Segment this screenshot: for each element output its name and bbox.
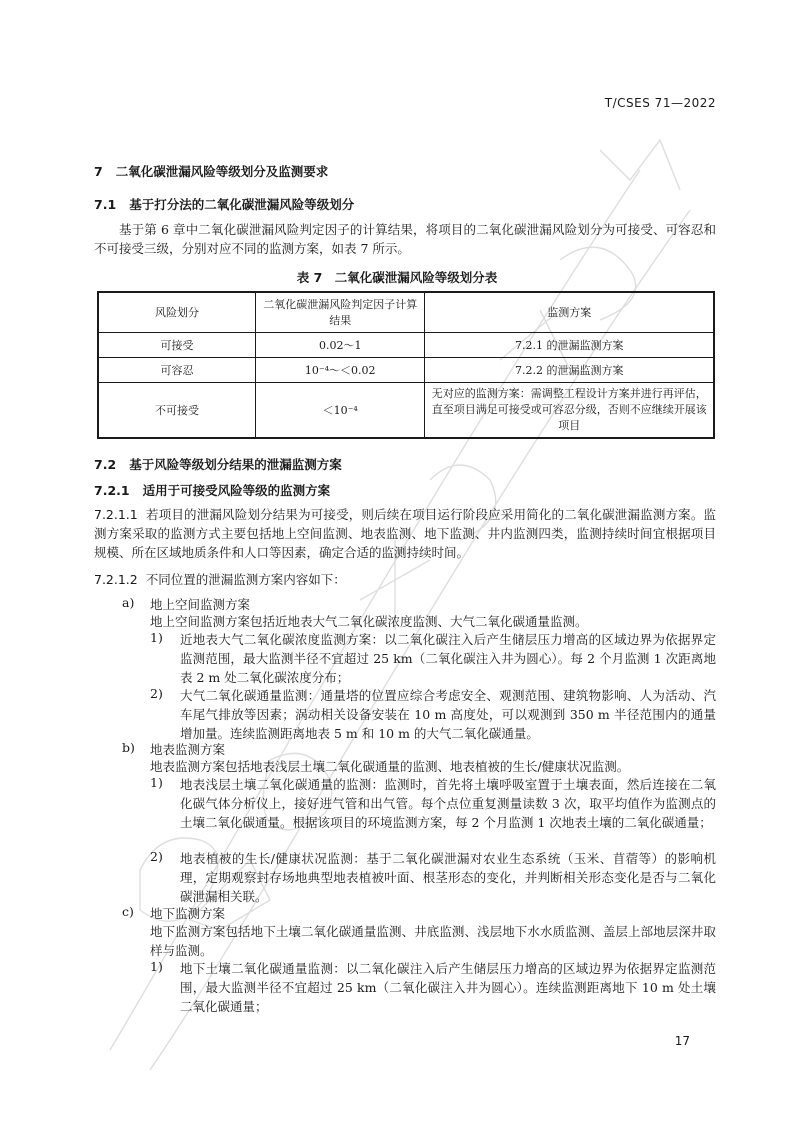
list-item-c-text: 地下监测方案包括地下土壤二氧化碳通量监测、井底监测、浅层地下水水质监测、盖层上部地层深井取样与监测。	[150, 924, 716, 958]
section-7-title: 二氧化碳泄漏风险等级划分及监测要求	[115, 164, 329, 179]
standard-code: T/CSES 71—2022	[604, 96, 716, 110]
list-item-b2-text: 地表植被的生长/健康状况监测：基于二氧化碳泄漏对农业生态系统（玉米、苜蓿等）的影响机理，定期观察封存场地典型地表植被叶面、根茎形态的变化，并判断相关形态变化是否与二氧化碳泄漏相关联。	[180, 851, 716, 904]
clause-7-2-1-1-text: 若项目的泄漏风险划分结果为可接受，则后续在项目运行阶段应采用简化的二氧化碳泄漏监测方案。监测方案采取的监测方式主要包括地上空间监测、地表监测、地下监测、井内监测四类，监测持续时间宜根据项目规模、所在区域地质条件和人口等因素，确定合适的监测持续时间。	[94, 507, 716, 560]
list-item-b-label: b)	[122, 740, 135, 755]
cell-risk-level: 不可接受	[98, 382, 255, 438]
clause-7-2-1-2-text: 不同位置的泄漏监测方案内容如下：	[145, 572, 346, 587]
cell-monitoring-plan: 7.2.2 的泄漏监测方案	[425, 357, 714, 382]
list-item-c1-text: 地下土壤二氧化碳通量监测：以二氧化碳注入后产生储层压力增高的区域边界为依据界定监测范围，最大监测半径不宜超过 25 km（二氧化碳注入井为圆心）。连续监测距离地下 10 m 处土壤二氧化碳通量；	[180, 961, 716, 1014]
section-7-heading	[94, 162, 328, 180]
list-item-c-title: 地下监测方案	[150, 906, 226, 921]
section-7-2-1-number: 7.2.1	[94, 483, 130, 498]
section-7-2-1-title: 适用于可接受风险等级的监测方案	[142, 483, 331, 498]
list-item-b-text: 地表监测方案包括地表浅层土壤二氧化碳通量的监测、地表植被的生长/健康状况监测。	[150, 759, 630, 774]
risk-level-table	[97, 291, 715, 439]
list-item-c1-label: 1)	[150, 959, 163, 974]
list-item-b2-label: 2)	[150, 849, 163, 864]
cell-monitoring-plan: 无对应的监测方案：需调整工程设计方案并进行再评估，直至项目满足可接受或可容忍分级，否则不应继续开展该项目	[425, 382, 714, 438]
page-number: 17	[674, 1034, 690, 1048]
table-row	[98, 382, 714, 438]
section-7-2-1-heading	[94, 481, 330, 499]
list-item-b-title: 地表监测方案	[150, 742, 226, 757]
cell-factor-result: 10⁻⁴～＜0.02	[255, 357, 424, 382]
cell-factor-result: 0.02～1	[255, 332, 424, 357]
table-header-row	[98, 292, 714, 332]
list-item-c-label: c)	[122, 904, 134, 919]
list-item-b1-text: 地表浅层土壤二氧化碳通量的监测：监测时，首先将土壤呼吸室置于土壤表面，然后连接在二氧化碳气体分析仪上，接好进气管和出气管。每个点位重复测量读数 3 次，取平均值作为监测点的土壤二氧化碳通量。根据该项目的环境监测方案，每 2 个月监测 1 次地表土壤的二氧化碳通量；	[180, 777, 716, 830]
header-risk-level: 风险划分	[98, 292, 255, 332]
list-item-b1-label: 1)	[150, 775, 163, 790]
clause-7-2-1-1-number: 7.2.1.1	[94, 507, 138, 522]
section-7-2-title: 基于风险等级划分结果的泄漏监测方案	[129, 457, 342, 472]
section-7-number: 7	[94, 164, 103, 179]
header-factor-result: 二氧化碳泄漏风险判定因子计算结果	[255, 292, 424, 332]
table-row	[98, 357, 714, 382]
section-7-1-title: 基于打分法的二氧化碳泄漏风险等级划分	[129, 197, 355, 212]
section-7-1-heading	[94, 195, 354, 213]
list-item-a2-label: 2)	[150, 686, 163, 701]
list-item-a1-label: 1)	[150, 630, 163, 645]
section-7-2-heading	[94, 455, 342, 473]
list-item-a2-text: 大气二氧化碳通量监测：通量塔的位置应综合考虑安全、观测范围、建筑物影响、人为活动、汽车尾气排放等因素；涡动相关设备安装在 10 m 高度处，可以观测到 350 m 半径范围内的通量增加量。连续监测距离地表 5 m 和 10 m 的大气二氧化碳通量。	[180, 688, 716, 741]
list-item-a-label: a)	[122, 595, 135, 610]
header-monitoring-plan: 监测方案	[425, 292, 714, 332]
clause-7-2-1-2	[94, 570, 716, 589]
section-7-1-paragraph: 基于第 6 章中二氧化碳泄漏风险判定因子的计算结果，将项目的二氧化碳泄漏风险划分为可接受、可容忍和不可接受三级，分别对应不同的监测方案，如表 7 所示。	[94, 222, 716, 256]
clause-7-2-1-2-number: 7.2.1.2	[94, 572, 138, 587]
list-item-a1-text: 近地表大气二氧化碳浓度监测方案：以二氧化碳注入后产生储层压力增高的区域边界为依据界定监测范围，最大监测半径不宜超过 25 km（二氧化碳注入井为圆心）。每 2 个月监测 1 次距离地表 2 m 处二氧化碳浓度分布；	[180, 632, 716, 685]
cell-factor-result: ＜10⁻⁴	[255, 382, 424, 438]
table-row	[98, 332, 714, 357]
clause-7-2-1-1	[94, 505, 716, 562]
list-item-a-title: 地上空间监测方案	[150, 597, 251, 612]
cell-risk-level: 可接受	[98, 332, 255, 357]
section-7-2-number: 7.2	[94, 457, 117, 472]
section-7-1-number: 7.1	[94, 197, 117, 212]
cell-monitoring-plan: 7.2.1 的泄漏监测方案	[425, 332, 714, 357]
table-7-caption: 表 7 二氧化碳泄漏风险等级划分表	[296, 270, 498, 285]
cell-risk-level: 可容忍	[98, 357, 255, 382]
list-item-a-text: 地上空间监测方案包括近地表大气二氧化碳浓度监测、大气二氧化碳通量监测。	[150, 614, 588, 629]
